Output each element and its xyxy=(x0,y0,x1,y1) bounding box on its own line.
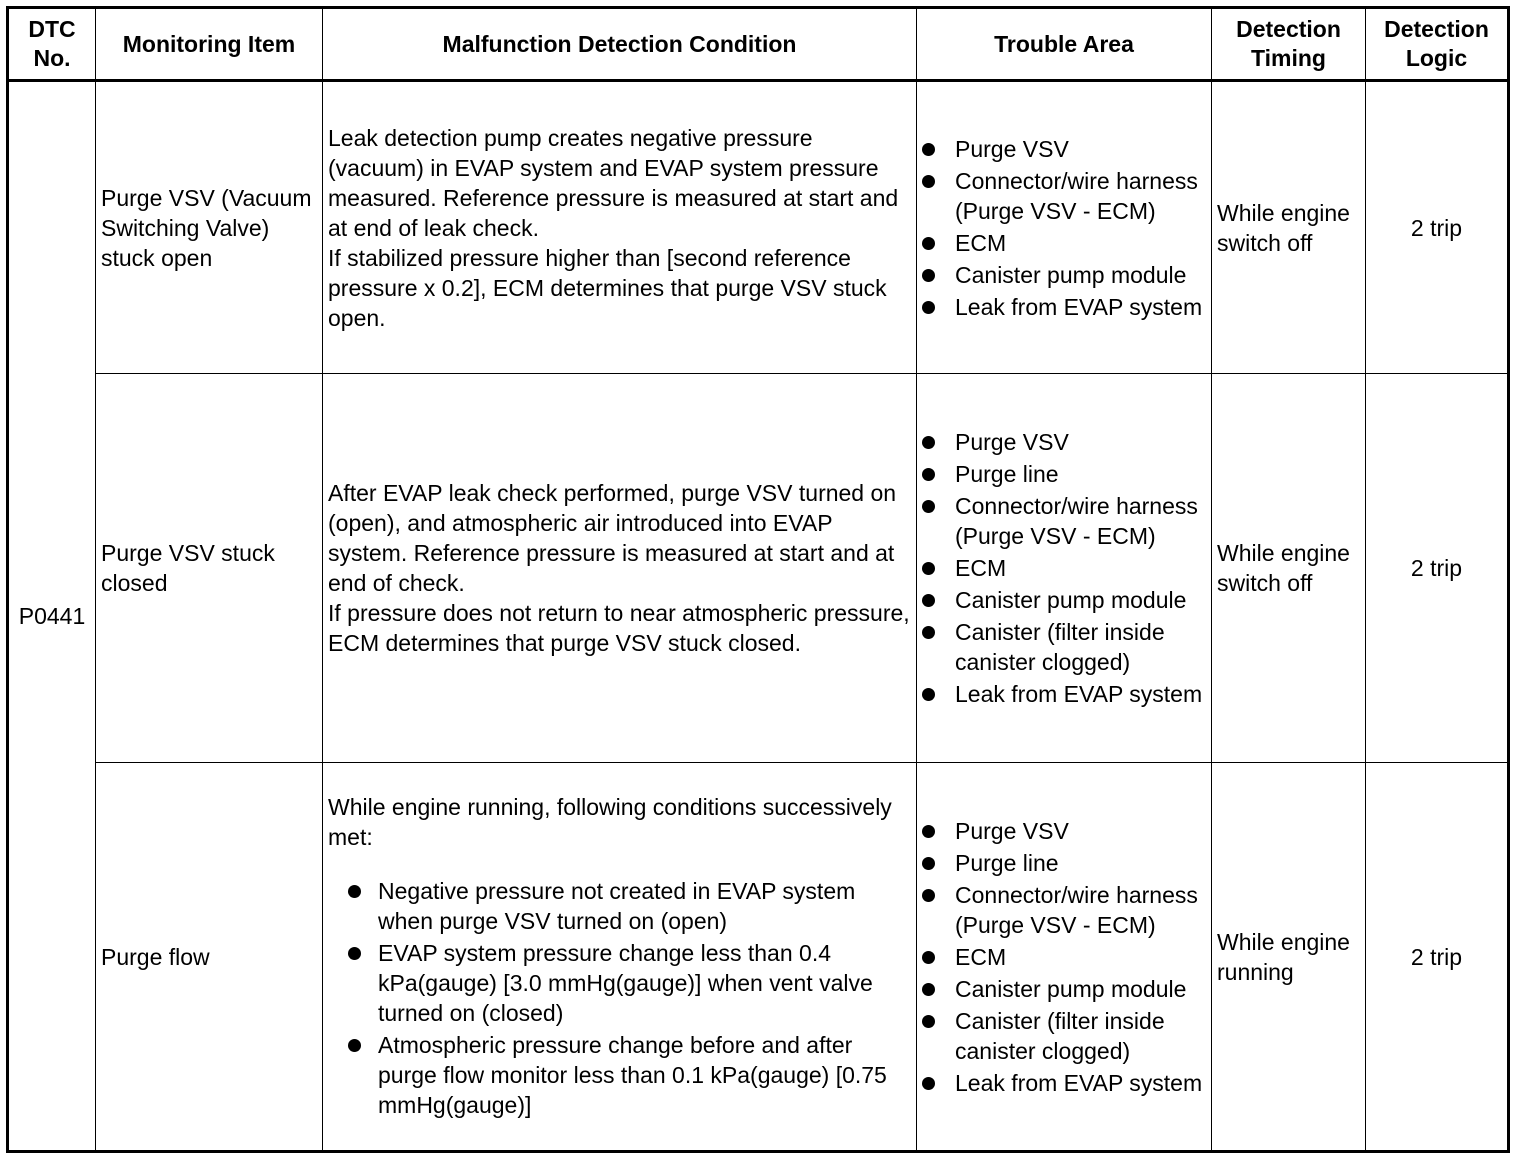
list-item xyxy=(922,585,1206,615)
bullet-icon xyxy=(348,1039,361,1052)
header-monitoring-item: Monitoring Item xyxy=(96,8,323,81)
list-item xyxy=(922,292,1206,322)
detection-timing: While engine running xyxy=(1212,763,1366,1152)
dtc-table xyxy=(6,6,1510,1153)
detection-logic: 2 trip xyxy=(1366,81,1509,374)
trouble-area-text: Purge VSV xyxy=(955,135,1069,162)
trouble-area-text: Canister pump module xyxy=(955,587,1187,613)
bullet-icon xyxy=(922,301,935,314)
trouble-area-text: Connector/wire harness (Purge VSV - ECM) xyxy=(955,167,1198,224)
header-malfunction-condition: Malfunction Detection Condition xyxy=(323,8,917,81)
list-item xyxy=(922,134,1206,164)
bullet-icon xyxy=(922,468,935,481)
bullet-icon xyxy=(922,269,935,282)
bullet-icon xyxy=(922,594,935,607)
list-item xyxy=(346,938,911,1028)
detection-timing: While engine switch off xyxy=(1212,81,1366,374)
condition-paragraph: After EVAP leak check performed, purge VSV turned on (open), and atmospheric air introduced into EVAP system. Reference pressure is measured at start and at end of check. xyxy=(328,480,897,596)
trouble-area xyxy=(917,763,1212,1152)
monitoring-item: Purge VSV (Vacuum Switching Valve) stuck open xyxy=(96,81,323,374)
list-item xyxy=(922,816,1206,846)
condition-list xyxy=(346,876,911,1120)
bullet-icon xyxy=(922,626,935,639)
bullet-icon xyxy=(922,825,935,838)
list-item xyxy=(922,1006,1206,1066)
trouble-area-text: Purge VSV xyxy=(955,429,1069,455)
list-item xyxy=(922,1068,1206,1098)
bullet-icon xyxy=(922,688,935,701)
list-item xyxy=(922,679,1206,709)
condition-paragraph: If pressure does not return to near atmospheric pressure, ECM determines that purge VSV stuck closed. xyxy=(328,600,910,656)
bullet-icon xyxy=(348,947,361,960)
header-detection-logic: Detection Logic xyxy=(1366,8,1509,81)
trouble-area-text: Leak from EVAP system xyxy=(955,293,1203,320)
bullet-icon xyxy=(922,889,935,902)
trouble-area-text: Leak from EVAP system xyxy=(955,1069,1203,1096)
header-dtc-no: DTC No. xyxy=(8,8,96,81)
list-item xyxy=(922,166,1206,226)
bullet-icon xyxy=(922,436,935,449)
trouble-area-text: Connector/wire harness (Purge VSV - ECM) xyxy=(955,881,1198,938)
trouble-area xyxy=(917,374,1212,763)
trouble-area-text: Leak from EVAP system xyxy=(955,681,1203,707)
list-item xyxy=(922,427,1206,457)
bullet-icon xyxy=(922,951,935,964)
detection-logic: 2 trip xyxy=(1366,374,1509,763)
bullet-icon xyxy=(922,1015,935,1028)
detection-logic: 2 trip xyxy=(1366,763,1509,1152)
header-trouble-area: Trouble Area xyxy=(917,8,1212,81)
list-item xyxy=(922,553,1206,583)
malfunction-condition xyxy=(323,763,917,1152)
trouble-area-text: ECM xyxy=(955,229,1007,256)
list-item xyxy=(346,1030,911,1120)
condition-text: Atmospheric pressure change before and after purge flow monitor less than 0.1 kPa(gauge) [0.75 mmHg(gauge)] xyxy=(378,1031,887,1118)
bullet-icon xyxy=(922,1077,935,1090)
trouble-area-text: Purge VSV xyxy=(955,817,1069,844)
malfunction-condition xyxy=(323,374,917,763)
trouble-area-text: ECM xyxy=(955,555,1007,581)
trouble-area-text: Canister pump module xyxy=(955,261,1187,288)
list-item xyxy=(922,974,1206,1004)
trouble-area-text: Canister pump module xyxy=(955,975,1187,1002)
bullet-icon xyxy=(922,562,935,575)
list-item xyxy=(922,848,1206,878)
trouble-area-list xyxy=(922,816,1206,1098)
trouble-area-list xyxy=(922,427,1206,709)
monitoring-item: Purge flow xyxy=(96,763,323,1152)
trouble-area-list xyxy=(922,134,1206,322)
trouble-area-text: Canister (filter inside canister clogged) xyxy=(955,1007,1165,1064)
list-item xyxy=(922,260,1206,290)
monitoring-item: Purge VSV stuck closed xyxy=(96,374,323,763)
condition-text: EVAP system pressure change less than 0.4 kPa(gauge) [3.0 mmHg(gauge)] when vent valve turned on (closed) xyxy=(378,939,873,1026)
list-item xyxy=(922,491,1206,551)
dtc-code: P0441 xyxy=(8,81,96,1152)
bullet-icon xyxy=(922,143,935,156)
condition-intro: While engine running, following conditions successively met: xyxy=(328,793,892,850)
bullet-icon xyxy=(922,857,935,870)
condition-paragraph: If stabilized pressure higher than [second reference pressure x 0.2], ECM determines that purge VSV stuck open. xyxy=(328,244,887,331)
trouble-area-text: Canister (filter inside canister clogged) xyxy=(955,619,1165,675)
bullet-icon xyxy=(348,885,361,898)
table-header-row xyxy=(8,8,1509,81)
trouble-area-text: Purge line xyxy=(955,461,1059,487)
list-item xyxy=(922,942,1206,972)
list-item xyxy=(922,880,1206,940)
bullet-icon xyxy=(922,983,935,996)
trouble-area-text: Purge line xyxy=(955,849,1059,876)
malfunction-condition xyxy=(323,81,917,374)
table-row xyxy=(8,763,1509,1152)
detection-timing: While engine switch off xyxy=(1212,374,1366,763)
condition-text: Negative pressure not created in EVAP system when purge VSV turned on (open) xyxy=(378,877,856,934)
bullet-icon xyxy=(922,500,935,513)
bullet-icon xyxy=(922,175,935,188)
trouble-area-text: Connector/wire harness (Purge VSV - ECM) xyxy=(955,493,1198,549)
table-row xyxy=(8,81,1509,374)
condition-paragraph: Leak detection pump creates negative pressure (vacuum) in EVAP system and EVAP system pressure measured. Reference pressure is measured at start and at end of leak check. xyxy=(328,124,899,241)
list-item xyxy=(922,228,1206,258)
table-row xyxy=(8,374,1509,763)
trouble-area-text: ECM xyxy=(955,943,1007,970)
bullet-icon xyxy=(922,237,935,250)
list-item xyxy=(922,459,1206,489)
trouble-area xyxy=(917,81,1212,374)
list-item xyxy=(346,876,911,936)
list-item xyxy=(922,617,1206,677)
header-detection-timing: Detection Timing xyxy=(1212,8,1366,81)
